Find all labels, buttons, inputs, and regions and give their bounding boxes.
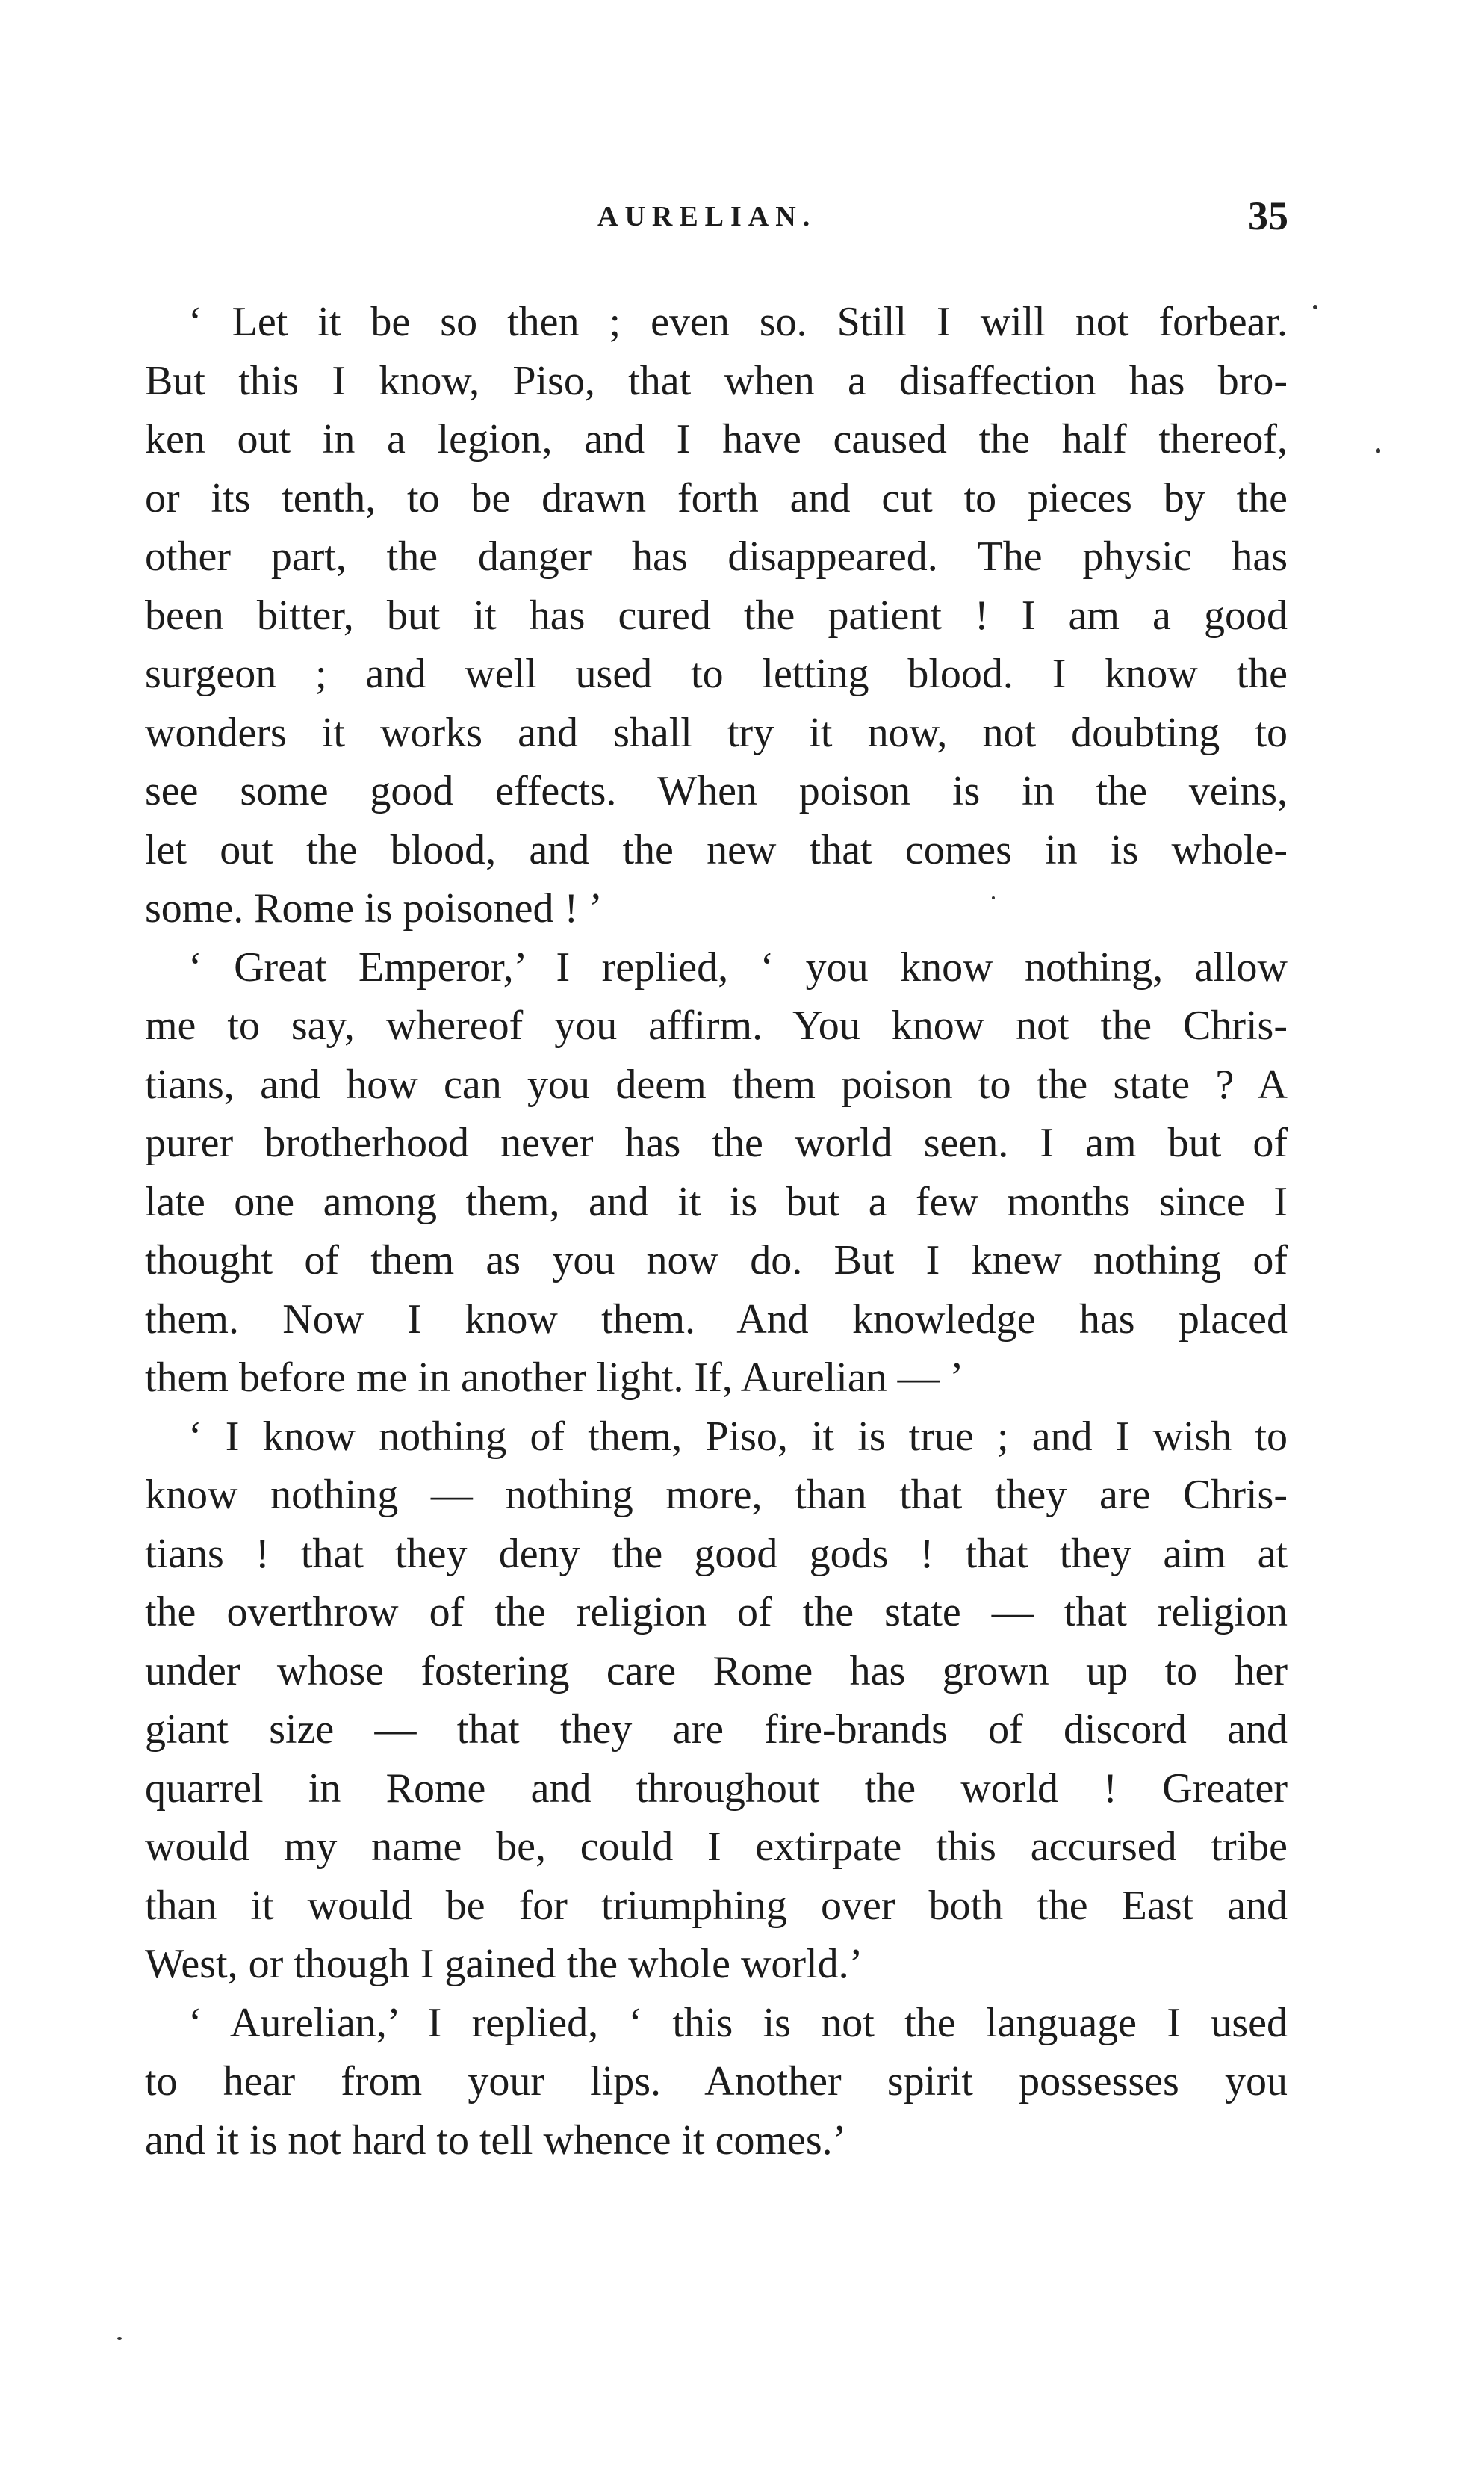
text-line: been bitter, but it has cured the patient ! I am a good xyxy=(145,592,1288,639)
text-line: wonders it works and shall try it now, not doubting to xyxy=(145,709,1288,756)
page-number: 35 xyxy=(1248,193,1288,238)
text-line: But this I know, Piso, that when a disaffection has bro- xyxy=(145,357,1288,404)
text-line: and it is not hard to tell whence it comes.’ xyxy=(145,2116,847,2163)
text-line: ‘ Aurelian,’ I replied, ‘ this is not the language I used xyxy=(188,1999,1288,2046)
text-line: ‘ Great Emperor,’ I replied, ‘ you know nothing, allow xyxy=(188,944,1288,991)
print-speck xyxy=(992,896,995,899)
text-line: ‘ Let it be so then ; even so. Still I will not forbear. xyxy=(188,299,1288,345)
print-speck xyxy=(1313,305,1317,309)
text-line: purer brotherhood never has the world seen. I am but of xyxy=(145,1120,1288,1166)
text-line: than it would be for triumphing over both the East and xyxy=(145,1882,1288,1929)
text-line: to hear from your lips. Another spirit possesses you xyxy=(145,2058,1288,2104)
text-line: late one among them, and it is but a few months since I xyxy=(145,1178,1288,1225)
text-line: thought of them as you now do. But I knew nothing of xyxy=(145,1237,1288,1283)
print-speck xyxy=(1376,448,1380,453)
text-line: surgeon ; and well used to letting blood. I know the xyxy=(145,651,1288,697)
text-line: giant size — that they are fire-brands of discord and xyxy=(145,1706,1288,1753)
text-line: them before me in another light. If, Aurelian — ’ xyxy=(145,1354,964,1401)
text-line: tians ! that they deny the good gods ! that they aim at xyxy=(145,1530,1288,1577)
print-speck xyxy=(117,2337,122,2340)
text-line: the overthrow of the religion of the state — that religion xyxy=(145,1589,1288,1635)
text-line: would my name be, could I extirpate this accursed tribe xyxy=(145,1824,1288,1870)
text-line: let out the blood, and the new that comes in is whole- xyxy=(145,826,1288,873)
text-line: them. Now I know them. And knowledge has placed xyxy=(145,1295,1288,1342)
text-line: ‘ I know nothing of them, Piso, it is true ; and I wish to xyxy=(188,1413,1288,1460)
text-line: me to say, whereof you affirm. You know not the Chris- xyxy=(145,1003,1288,1049)
text-line: quarrel in Rome and throughout the world ! Greater xyxy=(145,1765,1288,1812)
text-line: tians, and how can you deem them poison to the state ? A xyxy=(145,1061,1288,1108)
body-text xyxy=(145,293,1288,2169)
text-line: ken out in a legion, and I have caused the half thereof, xyxy=(145,416,1288,462)
text-line: know nothing — nothing more, than that they are Chris- xyxy=(145,1472,1288,1518)
text-line: other part, the danger has disappeared. The physic has xyxy=(145,533,1288,580)
text-line: under whose fostering care Rome has grown up to her xyxy=(145,1647,1288,1694)
text-line: West, or though I gained the whole world.’ xyxy=(145,1941,863,1987)
text-line: see some good effects. When poison is in the veins, xyxy=(145,768,1288,814)
text-line: or its tenth, to be drawn forth and cut to pieces by the xyxy=(145,474,1288,521)
text-line: some. Rome is poisoned ! ’ xyxy=(145,885,603,932)
running-title: AURELIAN. xyxy=(597,201,817,232)
